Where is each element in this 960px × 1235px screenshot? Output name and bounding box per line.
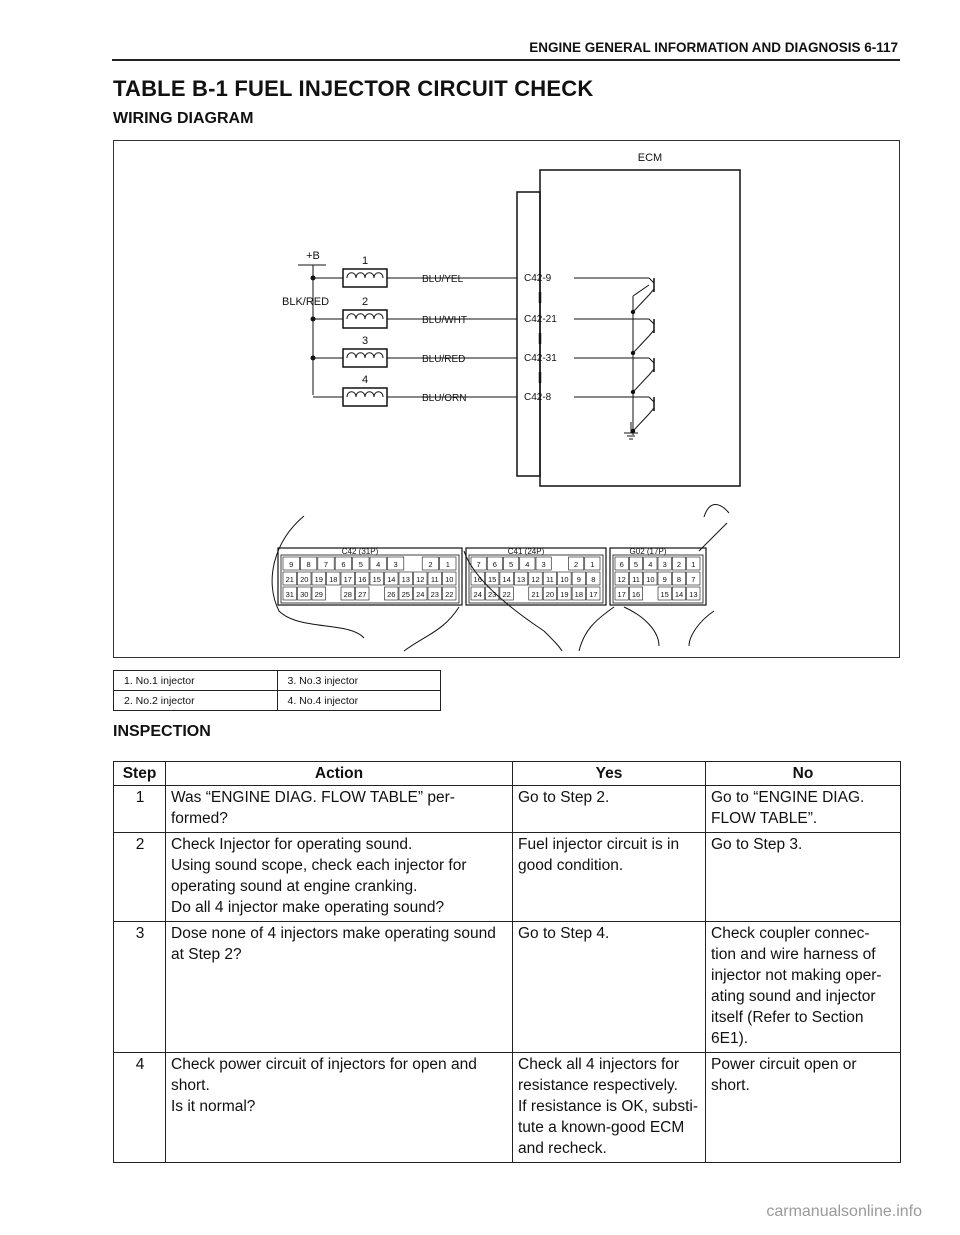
no-cell [706,922,901,1053]
watermark: carmanualsonline.info [766,1203,922,1220]
page-title: TABLE B-1 FUEL INJECTOR CIRCUIT CHECK [113,76,594,101]
connector-pin: 19 [314,575,323,584]
no-cell [706,786,901,833]
connector-pin: 3 [662,560,667,569]
legend-item: 4. No.4 injector [277,691,441,711]
page-header: ENGINE GENERAL INFORMATION AND DIAGNOSIS 6-117 [529,40,898,55]
connector-pin: 5 [633,560,639,569]
connector-pin: 5 [358,560,363,569]
connector-pin: 17 [343,575,352,584]
connector-pin: 18 [574,590,584,599]
connector-pin: 13 [401,575,410,584]
connector-pin: 21 [531,590,540,599]
action-cell-line: at Step 2? [171,946,242,963]
col-header-step: Step [114,762,166,786]
wiring-diagram-heading: WIRING DIAGRAM [113,110,254,127]
ecm-label: ECM [637,152,663,164]
yes-cell-line: resistance respectively. [518,1077,678,1094]
wire-color-label: BLU/ORN [422,393,467,404]
terminal-label: C42-21 [524,314,557,325]
connector-pin: 13 [689,590,698,599]
yes-cell-line: and recheck. [518,1140,607,1157]
action-cell-line: Dose none of 4 injectors make operating sound [171,925,496,942]
connector-pin: 23 [487,590,497,599]
connector-pin: 30 [300,590,309,599]
yes-cell-line: Fuel injector circuit is in [518,836,680,853]
legend-item: 3. No.3 injector [277,671,441,691]
col-header-no: No [706,762,901,786]
connector-pin: 10 [560,575,569,584]
yes-cell-line: Go to Step 2. [518,789,610,806]
connector-pin: 15 [487,575,497,584]
connector-pin: 1 [590,560,595,569]
action-cell-line: Using sound scope, check each injector for [171,857,467,874]
power-label: +B [306,250,320,262]
table-row [114,922,901,1053]
yes-cell-line: Go to Step 4. [518,925,610,942]
connector-g02 [610,547,706,605]
action-cell-line: short. [171,1077,210,1094]
connector-pin: 1 [691,560,696,569]
inspection-heading: INSPECTION [113,723,211,740]
connector-pin: 17 [617,590,626,599]
no-cell-line: injector not making oper- [711,967,882,984]
no-cell-line: Power circuit open or [711,1056,857,1073]
connector-pin: 17 [589,590,598,599]
no-cell-line: tion and wire harness of [711,946,876,963]
terminal-label: C42-8 [524,392,552,403]
connector-label: C42 (31P) [341,547,379,556]
table-row [114,786,901,833]
connector-pin: 10 [646,575,655,584]
inspection-table [113,761,901,1163]
action-cell [166,786,513,833]
connector-pin: 26 [387,590,396,599]
no-cell [706,1053,901,1163]
action-cell-line: operating sound at engine cranking. [171,878,418,895]
injector-number: 1 [361,255,369,267]
connector-pin: 14 [502,575,511,584]
connector-pin: 9 [662,575,667,584]
action-cell-line: Do all 4 injector make operating sound? [171,899,445,916]
connector-pin: 7 [323,560,329,569]
yes-cell-line: good condition. [518,857,624,874]
connector-pin: 6 [619,560,624,569]
connector-pin: 19 [560,590,569,599]
connector-pin: 8 [676,575,682,584]
connector-label: C41 (24P) [507,547,545,556]
action-cell [166,1053,513,1163]
connector-pin: 4 [376,560,381,569]
no-cell [706,833,901,922]
ecm-box [540,170,740,486]
connector-label: G02 (17P) [629,547,667,556]
no-cell-line: 6E1). [711,1030,749,1047]
no-cell-line: short. [711,1077,750,1094]
no-cell-line: Check coupler connec- [711,925,870,942]
connector-pin: 16 [473,575,482,584]
no-cell-line: ating sound and injector [711,988,876,1005]
connector-pin: 20 [545,590,555,599]
wire-color-label: BLU/WHT [422,315,467,326]
step-cell: 3 [114,922,166,1053]
action-cell-line: formed? [171,810,228,827]
yes-cell-line: Check all 4 injectors for [518,1056,680,1073]
injector-circuit-3 [311,335,655,396]
injector-number: 3 [361,335,369,347]
connector-pin: 16 [631,590,641,599]
connector-pin: 24 [473,590,482,599]
connector-c42 [278,547,462,605]
connector-pin: 24 [416,590,425,599]
connector-pin: 31 [285,590,294,599]
connector-pin: 18 [329,575,338,584]
wire-color-label: BLU/RED [422,354,466,365]
wire-color-label: BLU/YEL [422,274,464,285]
ecm-connector-block [517,192,540,476]
action-cell-line: Check Injector for operating sound. [171,836,413,853]
yes-cell [513,786,706,833]
no-cell-line: Go to Step 3. [711,836,803,853]
col-header-yes: Yes [513,762,706,786]
connector-pin: 11 [632,575,640,584]
yes-cell-line: If resistance is OK, substi- [518,1098,699,1115]
connector-c41 [466,547,606,605]
connector-pin: 11 [430,575,439,584]
wiring-diagram-drawing [114,141,901,659]
table-header-row [114,762,901,786]
connector-pin: 8 [591,575,596,584]
connector-pin: 27 [358,590,367,599]
connector-pin: 6 [492,560,497,569]
legend-row [114,671,441,691]
connector-pin: 12 [531,575,540,584]
connector-pin: 9 [289,560,294,569]
yes-cell [513,1053,706,1163]
connector-pin: 7 [476,560,481,569]
action-cell-line: Check power circuit of injectors for open and [171,1056,477,1073]
injector-circuit-4 [313,374,654,435]
connector-pin: 11 [546,575,554,584]
connector-pin: 6 [341,560,346,569]
step-cell: 4 [114,1053,166,1163]
connector-pin: 2 [574,560,579,569]
step-cell: 1 [114,786,166,833]
connector-pin: 12 [617,575,626,584]
connector-pin: 1 [445,560,450,569]
yes-cell-line: tute a known-good ECM [518,1119,685,1136]
connector-pin: 22 [502,590,511,599]
connector-pin: 4 [525,560,530,569]
table-row [114,1053,901,1163]
action-cell-line: Is it normal? [171,1098,256,1115]
terminal-label: C42-9 [524,273,552,284]
connector-pin: 16 [358,575,367,584]
legend-table [113,670,441,711]
connector-pin: 14 [387,575,396,584]
connector-pin: 25 [401,590,410,599]
step-cell: 2 [114,833,166,922]
col-header-action: Action [166,762,513,786]
header-rule [112,59,900,61]
connector-pin: 2 [676,560,682,569]
connector-pin: 7 [691,575,696,584]
connector-pin: 3 [393,560,398,569]
connector-pin: 15 [660,590,669,599]
wiring-diagram [113,140,900,658]
connector-pin: 29 [314,590,323,599]
action-cell-line: Was “ENGINE DIAG. FLOW TABLE” per- [171,789,455,806]
connector-pin: 23 [430,590,439,599]
injector-number: 4 [361,374,369,386]
connector-pin: 4 [648,560,653,569]
connector-pin: 8 [306,560,311,569]
connector-pin: 22 [445,590,454,599]
action-cell [166,922,513,1053]
connector-pin: 12 [416,575,425,584]
terminal-label: C42-31 [524,353,557,364]
supply-wire-label: BLK/RED [282,296,330,308]
connector-pin: 21 [285,575,294,584]
yes-cell [513,833,706,922]
legend-item: 1. No.1 injector [114,671,278,691]
connector-pin: 2 [428,560,433,569]
connector-pin: 14 [674,590,684,599]
no-cell-line: Go to “ENGINE DIAG. [711,789,865,806]
yes-cell [513,922,706,1053]
connector-pin: 15 [372,575,381,584]
no-cell-line: FLOW TABLE”. [711,810,818,827]
connector-pin: 20 [300,575,309,584]
connector-pin: 13 [516,575,526,584]
table-row [114,833,901,922]
connector-pin: 10 [445,575,454,584]
connector-pin: 5 [509,560,514,569]
injector-number: 2 [361,296,369,308]
action-cell [166,833,513,922]
legend-item: 2. No.2 injector [114,691,278,711]
injector-circuit-2 [311,296,655,357]
no-cell-line: itself (Refer to Section [711,1009,864,1026]
connector-pin: 9 [576,575,581,584]
connector-pin: 28 [343,590,352,599]
connector-pin: 3 [541,560,546,569]
legend-row [114,691,441,711]
